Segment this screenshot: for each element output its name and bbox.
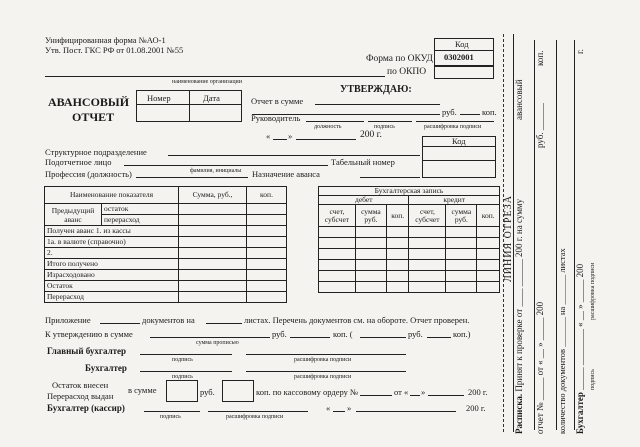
table-row: Получен аванс 1. из кассы xyxy=(45,226,179,237)
chief-accountant-label: Главный бухгалтер xyxy=(47,346,127,356)
code-label: Код xyxy=(455,39,469,49)
sheets-label: листах. Перечень документов см. на обороте. Отчет проверен. xyxy=(244,315,470,325)
doc-title-2: ОТЧЕТ xyxy=(72,110,115,124)
okud-label: Форма по ОКУД xyxy=(366,54,433,64)
debit-label: дебет xyxy=(319,196,409,205)
col-name: Наименование показателя xyxy=(45,187,179,204)
head-label: Руководитель xyxy=(251,113,301,123)
approval-year: 200 г. xyxy=(360,130,382,140)
okud-code: 0302001 xyxy=(444,52,474,62)
credit-label: кредит xyxy=(409,196,500,205)
position-caption: должность xyxy=(314,124,342,130)
advance-table xyxy=(44,186,287,303)
sum-kop-box[interactable] xyxy=(222,380,254,402)
department-label: Структурное подразделение xyxy=(45,147,147,157)
table-row: 1а. в валюте (справочно) xyxy=(45,237,179,248)
col-sum: Сумма, руб., xyxy=(179,187,247,204)
appendix-label: Приложение xyxy=(45,315,91,325)
overspend-row-label: перерасход xyxy=(102,215,179,226)
stub-accountant: Бухгалтер xyxy=(575,392,585,434)
kop-label: коп. xyxy=(482,107,497,117)
okpo-box[interactable] xyxy=(434,66,494,79)
stub-advance-report: авансовый xyxy=(514,79,524,120)
rub-label: руб. xyxy=(442,107,457,117)
overspend-out-label: Перерасход выдан xyxy=(47,391,114,401)
cut-line-label: ЛИНИЯ ОТРЕЗА xyxy=(503,195,514,282)
doc-title-1: АВАНСОВЫЙ xyxy=(48,95,130,109)
approval-decree: Утв. Пост. ГКС РФ от 01.08.2001 №55 xyxy=(45,45,184,55)
date-label: Дата xyxy=(203,93,220,103)
prev-advance-2: аванс xyxy=(64,214,82,224)
docs-on-label: документов на xyxy=(142,315,195,325)
accounting-title: Бухгалтерская запись xyxy=(319,187,500,196)
person-code-label: Код xyxy=(452,136,466,146)
col-kop: коп. xyxy=(247,187,287,204)
cashier-label: Бухгалтер (кассир) xyxy=(47,403,125,413)
number-label: Номер xyxy=(147,93,171,103)
fio-caption: фамилия, инициалы xyxy=(190,168,242,174)
sum-rub-box[interactable] xyxy=(166,380,198,402)
table-row: 2. xyxy=(45,248,179,259)
tab-number-label: Табельный номер xyxy=(331,157,395,167)
decoding-caption: расшифровка подписи xyxy=(424,124,482,130)
balance-row-label: остаток xyxy=(102,204,179,215)
table-row: Перерасход xyxy=(45,292,179,303)
purpose-label: Назначение аванса xyxy=(252,169,320,179)
org-caption: наименование организации xyxy=(172,79,242,85)
accountable-label: Подотчетное лицо xyxy=(45,157,112,167)
table-row: Израсходовано xyxy=(45,270,179,281)
signature-caption: подпись xyxy=(374,124,395,130)
table-row: Остаток xyxy=(45,281,179,292)
accountant-label: Бухгалтер xyxy=(85,363,127,373)
accounting-table: Бухгалтерская запись дебет кредит счет, субсчет сумма руб. коп. счет, субсчет сумма руб. коп. xyxy=(318,186,500,293)
balance-in-label: Остаток внесен xyxy=(52,380,109,390)
table-row: Итого получено xyxy=(45,259,179,270)
receipt-label: Расписка. xyxy=(514,393,524,434)
sum-words-caption: сумма прописью xyxy=(196,340,239,346)
form-title: Унифицированная форма №АО-1 xyxy=(45,35,166,45)
approve-title: УТВЕРЖДАЮ: xyxy=(340,84,412,95)
okpo-label: по ОКПО xyxy=(387,67,427,77)
approve-sum-label: К утверждению в сумме xyxy=(45,329,133,339)
report-sum-label: Отчет в сумме xyxy=(251,96,304,106)
prev-advance: Предыдущий xyxy=(51,205,95,215)
profession-label: Профессия (должность) xyxy=(45,169,132,179)
